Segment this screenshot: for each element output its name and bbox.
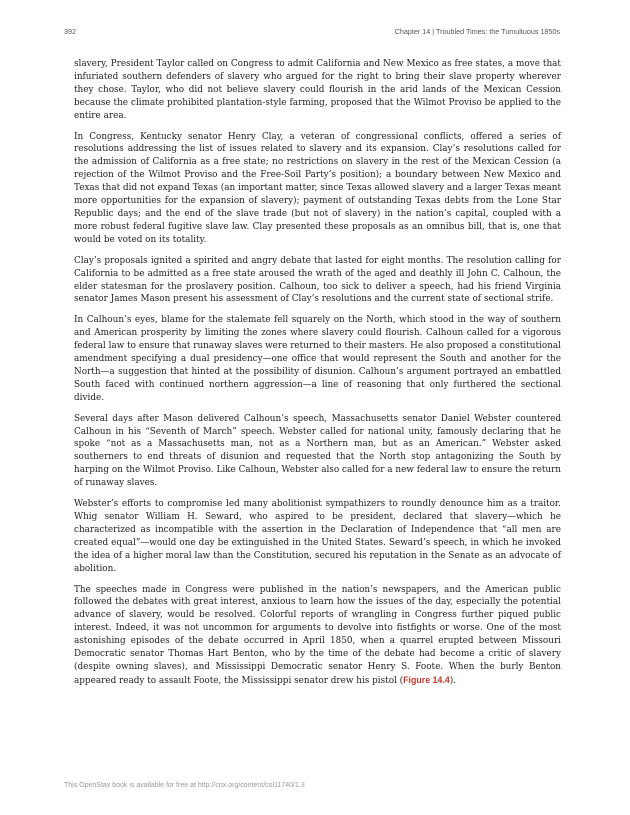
paragraph: In Congress, Kentucky senator Henry Clay, a veteran of congressional conflicts, offered a series of resolutions addressing the list of issues related to slavery and its expansion. Clay’s resolutions called for the admission of California as a free state; no restrictions on slavery in the rest of the Mexican Cession (a rejection of the Wilmot Proviso and the Free-Soil Party’s position); a boundary between New Mexico and Texas that did not expand Texas (an important matter, since Texas allowed slavery and a larger Texas meant more opportunities for the expansion of slavery); payment of outstanding Texas debts from the Lone Star Republic days; and the end of the slave trade (but not of slavery) in the nation’s capital, coupled with a more robust federal fugitive slave law. Clay presented these proposals as an omnibus bill, that is, one that would be voted on its totality. — [74, 131, 561, 245]
page-header — [64, 27, 560, 39]
figure-link[interactable]: Figure 14.4 — [403, 674, 450, 685]
paragraph-text: The speeches made in Congress were published in the nation’s newspapers, and the American public followed the debates with great interest, anxious to learn how the issues of the day, especially the potential advance of slavery, would be resolved. Colorful reports of wrangling in Congress further piqued public interest. Indeed, it was not uncommon for arguments to devolve into fistfights or worse. One of the most astonishing episodes of the debate occurred in April 1850, when a quarrel erupted between Missouri Democratic senator Thomas Hart Benton, who by the time of the debate had become a critic of slavery (despite owning slaves), and Mississippi Democratic senator Henry S. Foote. When the burly Benton appeared ready to assault Foote, the Mississippi senator drew his pistol ( — [74, 584, 561, 686]
paragraph: slavery, President Taylor called on Congress to admit California and New Mexico as free states, a move that infuriated southern defenders of slavery who argued for the right to bring their slave property wherever they chose. Taylor, who did not believe slavery could flourish in the arid lands of the Mexican Cession because the climate prohibited plantation-style farming, proposed that the Wilmot Proviso be applied to the entire area. — [74, 59, 561, 121]
page-number: 392 — [64, 27, 76, 36]
paragraph-tail: ). — [449, 675, 457, 686]
paragraph: Webster’s efforts to compromise led many abolitionist sympathizers to roundly denounce him as a traitor. Whig senator William H. Seward, who aspired to be president, declared that slavery—which he characterized as incompatible with the assertion in the Declaration of Independence that “all men are created equal”—would one day be extinguished in the United States. Seward’s speech, in which he invoked the idea of a higher moral law than the Constitution, secured his reputation in the Senate as an advocate of abolition. — [74, 499, 561, 574]
paragraph: Several days after Mason delivered Calhoun’s speech, Massachusetts senator Daniel Webster countered Calhoun in his “Seventh of March” speech. Webster called for national unity, famously declaring that he spoke “not as a Massachusetts man, not as a Northern man, but as an American.” Webster asked southerners to end threats of disunion and requested that the North stop antagonizing the South by harping on the Wilmot Proviso. Like Calhoun, Webster also called for a new federal law to ensure the return of runaway slaves. — [74, 413, 561, 489]
paragraph: Clay’s proposals ignited a spirited and angry debate that lasted for eight months. The resolution calling for California to be admitted as a free state aroused the wrath of the aged and deathly ill John C. Calhoun, the elder statesman for the proslavery position. Calhoun, too sick to deliver a speech, had his friend Virginia senator James Mason present his assessment of Clay’s resolutions and the current state of sectional strife. — [74, 255, 561, 305]
chapter-title: Chapter 14 | Troubled Times: the Tumultuous 1850s — [394, 27, 560, 36]
page-footer: This OpenStax book is available for free at http://cnx.org/content/col11740/1.3 — [64, 782, 305, 789]
paragraph: In Calhoun’s eyes, blame for the stalemate fell squarely on the North, which stood in the way of southern and American prosperity by limiting the zones where slavery could flourish. Calhoun called for a vigorous federal law to ensure that runaway slaves were returned to their masters. He also proposed a constitutional amendment specifying a dual presidency—one office that would represent the South and another for the North—a suggestion that hinted at the possibility of disunion. Calhoun’s argument portrayed an embattled South faced with continued northern aggression—a line of reasoning that only furthered the sectional divide. — [74, 315, 561, 403]
paragraph-last — [74, 584, 561, 688]
body-text — [74, 58, 561, 696]
